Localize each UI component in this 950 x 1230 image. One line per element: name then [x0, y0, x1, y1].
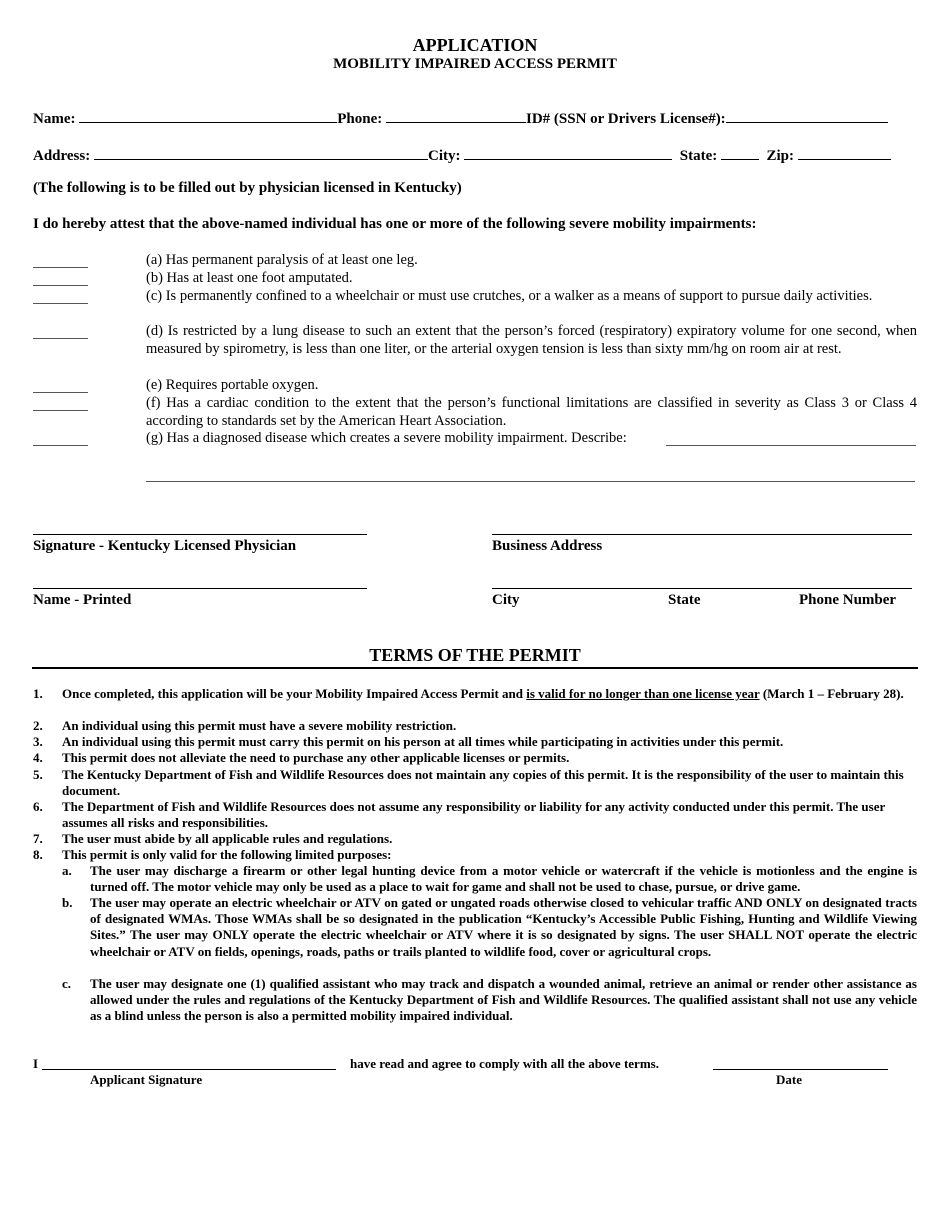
- name-printed-line[interactable]: [33, 588, 367, 589]
- applicant-row-1: [33, 108, 888, 128]
- impairment-d-blank[interactable]: [33, 338, 88, 339]
- describe-field[interactable]: [666, 445, 916, 446]
- sub-letter-a: a.: [62, 863, 72, 878]
- impairment-b-blank[interactable]: [33, 285, 88, 286]
- page-subtitle: MOBILITY IMPAIRED ACCESS PERMIT: [333, 56, 617, 72]
- name-field[interactable]: [79, 108, 337, 123]
- term-6: The Department of Fish and Wildlife Resources does not assume any responsibility or liability for any activity conducted under this permit. The user assumes all risks and responsibilities.: [62, 799, 886, 831]
- term-1-prefix: Once completed, this application will be your Mobility Impaired Access Permit and: [62, 686, 527, 701]
- impairment-g: (g) Has a diagnosed disease which creates a severe mobility impairment. Describe:: [146, 430, 627, 446]
- applicant-signature-label: Applicant Signature: [90, 1072, 203, 1087]
- sub-item-b: The user may operate an electric wheelchair or ATV on gated or ungated roads otherwise closed to vehicular traffic AND ONLY on designated tracts of designated WMAs. Those WMAs shall be so designated in the publication “Kentucky’s Accessible Public Fishing, Hunting and Wildlife Viewing Sites.” The user may ONLY operate the electric wheelchair or ATV where it is so designated by signs. The user SHALL NOT operate the electric wheelchair or ATV on fields, openings, roads, paths or trails planted to wildlife food, cover or agricultural crops.: [90, 895, 917, 959]
- sub-item-a: The user may discharge a firearm or other legal hunting device from a motor vehicle or watercraft if the vehicle is motionless and the engine is turned off. The motor vehicle may only be used as a place to wait for game and shall not be used to chase, pursue, or drive game.: [90, 863, 917, 895]
- term-number-3: 3.: [33, 734, 43, 749]
- impairment-f-blank[interactable]: [33, 410, 88, 411]
- term-2: An individual using this permit must have a severe mobility restriction.: [62, 718, 457, 733]
- impairment-e-blank[interactable]: [33, 392, 88, 393]
- term-number-8: 8.: [33, 847, 43, 862]
- id-field[interactable]: [726, 108, 888, 123]
- impairment-f: (f) Has a cardiac condition to the extent that the person’s functional limitations are classified in severity as Class 3 or Class 4 according to standards set by the American Heart Association.: [146, 395, 917, 429]
- term-1: [62, 686, 917, 702]
- terms-heading: TERMS OF THE PERMIT: [369, 645, 581, 665]
- agreement-prefix: I: [33, 1056, 39, 1071]
- sub-letter-b: b.: [62, 895, 73, 910]
- term-number-7: 7.: [33, 831, 43, 846]
- term-3: An individual using this permit must carry this permit on his person at all times while participating in activities under this permit.: [62, 734, 784, 749]
- city-state-phone-line[interactable]: [492, 588, 912, 589]
- phone-label: Phone:: [337, 111, 383, 127]
- term-1-validity: is valid for no longer than one license year: [526, 686, 760, 701]
- id-label: ID# (SSN or Drivers License#):: [525, 111, 726, 127]
- name-label: Name:: [33, 111, 76, 127]
- term-7: The user must abide by all applicable rules and regulations.: [62, 831, 393, 846]
- applicant-signature-line[interactable]: [42, 1069, 336, 1070]
- impairment-d: (d) Is restricted by a lung disease to such an extent that the person’s forced (respiratory) expiratory volume for one second, when measured by spirometry, is less than one liter, or the arterial oxygen tension is less than sixty mm/hg on room air at rest.: [146, 323, 917, 357]
- sub-item-c: The user may designate one (1) qualified assistant who may track and dispatch a wounded animal, retrieve an animal or render other assistance as allowed under the rules and regulations of the Kentucky Department of Fish and Wildlife Resources. The qualified assistant shall not use any vehicle as a blind unless the person is also a permitted mobility impaired individual.: [90, 976, 917, 1024]
- term-number-4: 4.: [33, 750, 43, 765]
- term-5: The Kentucky Department of Fish and Wildlife Resources does not maintain any copies of this permit. It is the responsibility of the user to maintain this document.: [62, 767, 904, 799]
- term-number-6: 6.: [33, 799, 43, 814]
- physician-signature-label: Signature - Kentucky Licensed Physician: [33, 538, 297, 554]
- physician-signature-line[interactable]: [33, 534, 367, 535]
- term-8: This permit is only valid for the following limited purposes:: [62, 847, 392, 862]
- impairment-b: (b) Has at least one foot amputated.: [146, 270, 353, 286]
- term-4: This permit does not alleviate the need to purchase any other applicable licenses or permits.: [62, 750, 570, 765]
- date-label: Date: [776, 1072, 802, 1087]
- applicant-row-2: [33, 145, 891, 165]
- page-title: APPLICATION: [412, 35, 538, 55]
- term-number-5: 5.: [33, 767, 43, 782]
- zip-label: Zip:: [766, 148, 794, 164]
- address-label: Address:: [33, 148, 91, 164]
- impairment-e: (e) Requires portable oxygen.: [146, 377, 319, 393]
- impairment-a: (a) Has permanent paralysis of at least one leg.: [146, 252, 418, 268]
- date-line[interactable]: [713, 1069, 888, 1070]
- term-1-suffix: (March 1 – February 28).: [759, 686, 904, 701]
- phone-number-label: Phone Number: [799, 592, 897, 608]
- state-label-physician: State: [668, 592, 701, 608]
- term-number-2: 2.: [33, 718, 43, 733]
- attestation-statement: I do hereby attest that the above-named individual has one or more of the following severe mobility impairments:: [33, 216, 757, 232]
- impairment-c: (c) Is permanently confined to a wheelchair or must use crutches, or a walker as a means of support to pursue daily activities.: [146, 288, 873, 304]
- impairment-a-blank[interactable]: [33, 267, 88, 268]
- sub-letter-c: c.: [62, 976, 72, 991]
- business-address-label: Business Address: [492, 538, 603, 554]
- business-address-line[interactable]: [492, 534, 912, 535]
- terms-divider: [32, 667, 918, 669]
- physician-note: (The following is to be filled out by physician licensed in Kentucky): [33, 180, 462, 196]
- state-label: State:: [679, 148, 718, 164]
- state-field[interactable]: [721, 145, 759, 160]
- agreement-text: have read and agree to comply with all the above terms.: [350, 1056, 659, 1071]
- phone-field[interactable]: [386, 108, 526, 123]
- city-label-physician: City: [492, 592, 520, 608]
- impairment-c-blank[interactable]: [33, 303, 88, 304]
- describe-field-continued[interactable]: [146, 481, 915, 482]
- city-field[interactable]: [464, 145, 672, 160]
- city-label: City:: [427, 148, 461, 164]
- impairment-g-blank[interactable]: [33, 445, 88, 446]
- address-field[interactable]: [94, 145, 428, 160]
- name-printed-label: Name - Printed: [33, 592, 132, 608]
- zip-field[interactable]: [798, 145, 891, 160]
- term-number-1: 1.: [33, 686, 43, 701]
